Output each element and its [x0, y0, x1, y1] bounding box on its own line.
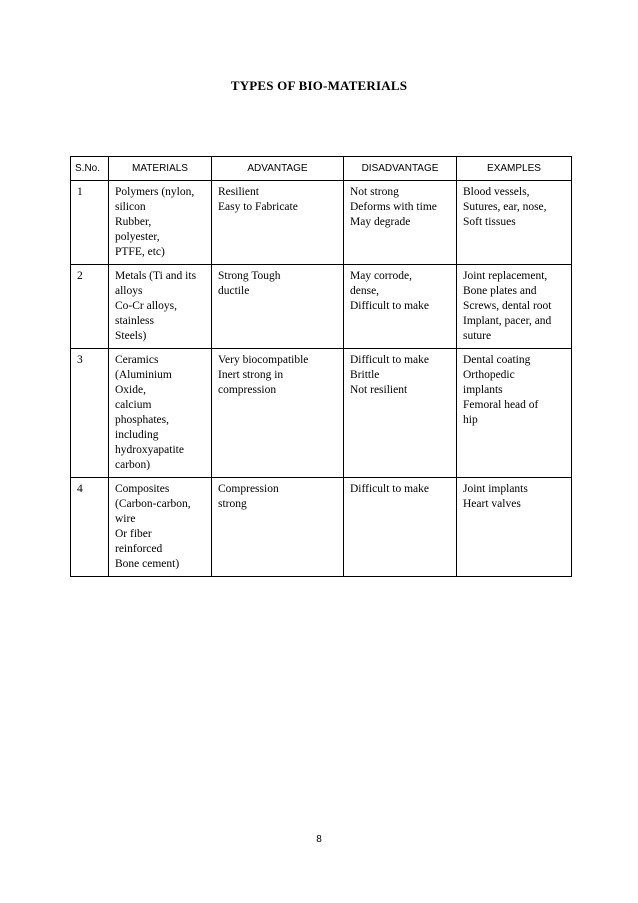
- cell-line: hydroxyapatite: [115, 444, 184, 456]
- cell-line: Screws, dental root: [463, 300, 552, 312]
- cell-examples: [457, 349, 572, 478]
- cell-disadvantage: [344, 349, 457, 478]
- header-materials: MATERIALS: [109, 157, 212, 181]
- cell-materials: [109, 181, 212, 265]
- cell-line: Joint replacement,: [463, 270, 548, 282]
- cell-materials: [109, 265, 212, 349]
- cell-disadvantage: [344, 478, 457, 577]
- cell-examples: [457, 478, 572, 577]
- cell-line: Not resilient: [350, 384, 408, 396]
- cell-examples: [457, 181, 572, 265]
- cell-line: Dental coating: [463, 354, 531, 366]
- cell-line: stainless: [115, 315, 154, 327]
- cell-line: Steels): [115, 330, 147, 342]
- cell-line: May corrode,: [350, 270, 412, 282]
- cell-line: Oxide,: [115, 384, 146, 396]
- cell-line: Sutures, ear, nose,: [463, 201, 547, 213]
- cell-line: ductile: [218, 285, 250, 297]
- cell-line: Soft tissues: [463, 216, 516, 228]
- cell-advantage: [212, 478, 344, 577]
- cell-line: Or fiber: [115, 528, 152, 540]
- header-examples: EXAMPLES: [457, 157, 572, 181]
- cell-line: Co-Cr alloys,: [115, 300, 177, 312]
- cell-advantage: [212, 265, 344, 349]
- page-number: 8: [316, 834, 322, 845]
- cell-line: compression: [218, 384, 277, 396]
- header-sno: S.No.: [71, 157, 109, 181]
- cell-line: carbon): [115, 459, 151, 471]
- cell-line: Polymers (nylon,: [115, 186, 195, 198]
- cell-sno: 3: [71, 349, 109, 478]
- cell-materials: [109, 478, 212, 577]
- cell-line: Compression: [218, 483, 279, 495]
- cell-line: Heart valves: [463, 498, 521, 510]
- cell-line: Strong Tough: [218, 270, 281, 282]
- cell-line: Ceramics: [115, 354, 159, 366]
- cell-line: Bone cement): [115, 558, 180, 570]
- table-row: [71, 478, 572, 577]
- cell-sno: 4: [71, 478, 109, 577]
- cell-line: reinforced: [115, 543, 163, 555]
- cell-line: Implant, pacer, and: [463, 315, 552, 327]
- cell-line: alloys: [115, 285, 143, 297]
- header-disadvantage: DISADVANTAGE: [344, 157, 457, 181]
- cell-line: (Carbon-carbon,: [115, 498, 191, 510]
- cell-sno: 2: [71, 265, 109, 349]
- cell-line: phosphates,: [115, 414, 169, 426]
- table-row: [71, 349, 572, 478]
- cell-line: hip: [463, 414, 478, 426]
- table-row: [71, 265, 572, 349]
- table-row: [71, 181, 572, 265]
- cell-line: Blood vessels,: [463, 186, 530, 198]
- cell-line: Easy to Fabricate: [218, 201, 298, 213]
- cell-examples: [457, 265, 572, 349]
- cell-disadvantage: [344, 181, 457, 265]
- cell-line: Inert strong in: [218, 369, 284, 381]
- cell-line: Deforms with time: [350, 201, 437, 213]
- cell-line: Brittle: [350, 369, 380, 381]
- cell-line: polyester,: [115, 231, 160, 243]
- cell-line: dense,: [350, 285, 380, 297]
- cell-line: calcium: [115, 399, 152, 411]
- cell-line: wire: [115, 513, 136, 525]
- cell-line: Not strong: [350, 186, 399, 198]
- cell-line: Metals (Ti and its: [115, 270, 197, 282]
- cell-line: including: [115, 429, 159, 441]
- page-title: TYPES OF BIO-MATERIALS: [230, 78, 408, 93]
- table-header-row: [71, 157, 572, 181]
- cell-line: Bone plates and: [463, 285, 537, 297]
- cell-line: Joint implants: [463, 483, 528, 495]
- header-advantage: ADVANTAGE: [212, 157, 344, 181]
- cell-line: suture: [463, 330, 492, 342]
- cell-line: Very biocompatible: [218, 354, 309, 366]
- cell-line: Difficult to make: [350, 300, 429, 312]
- cell-line: Femoral head of: [463, 399, 539, 411]
- cell-advantage: [212, 181, 344, 265]
- biomaterials-table: [70, 156, 572, 577]
- cell-line: silicon: [115, 201, 146, 213]
- cell-line: Composites: [115, 483, 170, 495]
- cell-line: Difficult to make: [350, 483, 429, 495]
- cell-line: strong: [218, 498, 247, 510]
- cell-line: PTFE, etc): [115, 246, 165, 258]
- cell-line: Rubber,: [115, 216, 152, 228]
- cell-line: Difficult to make: [350, 354, 429, 366]
- cell-line: Orthopedic: [463, 369, 515, 381]
- cell-materials: [109, 349, 212, 478]
- cell-advantage: [212, 349, 344, 478]
- cell-line: Resilient: [218, 186, 259, 198]
- cell-line: May degrade: [350, 216, 411, 228]
- cell-line: (Aluminium: [115, 369, 172, 381]
- cell-line: implants: [463, 384, 503, 396]
- cell-sno: 1: [71, 181, 109, 265]
- cell-disadvantage: [344, 265, 457, 349]
